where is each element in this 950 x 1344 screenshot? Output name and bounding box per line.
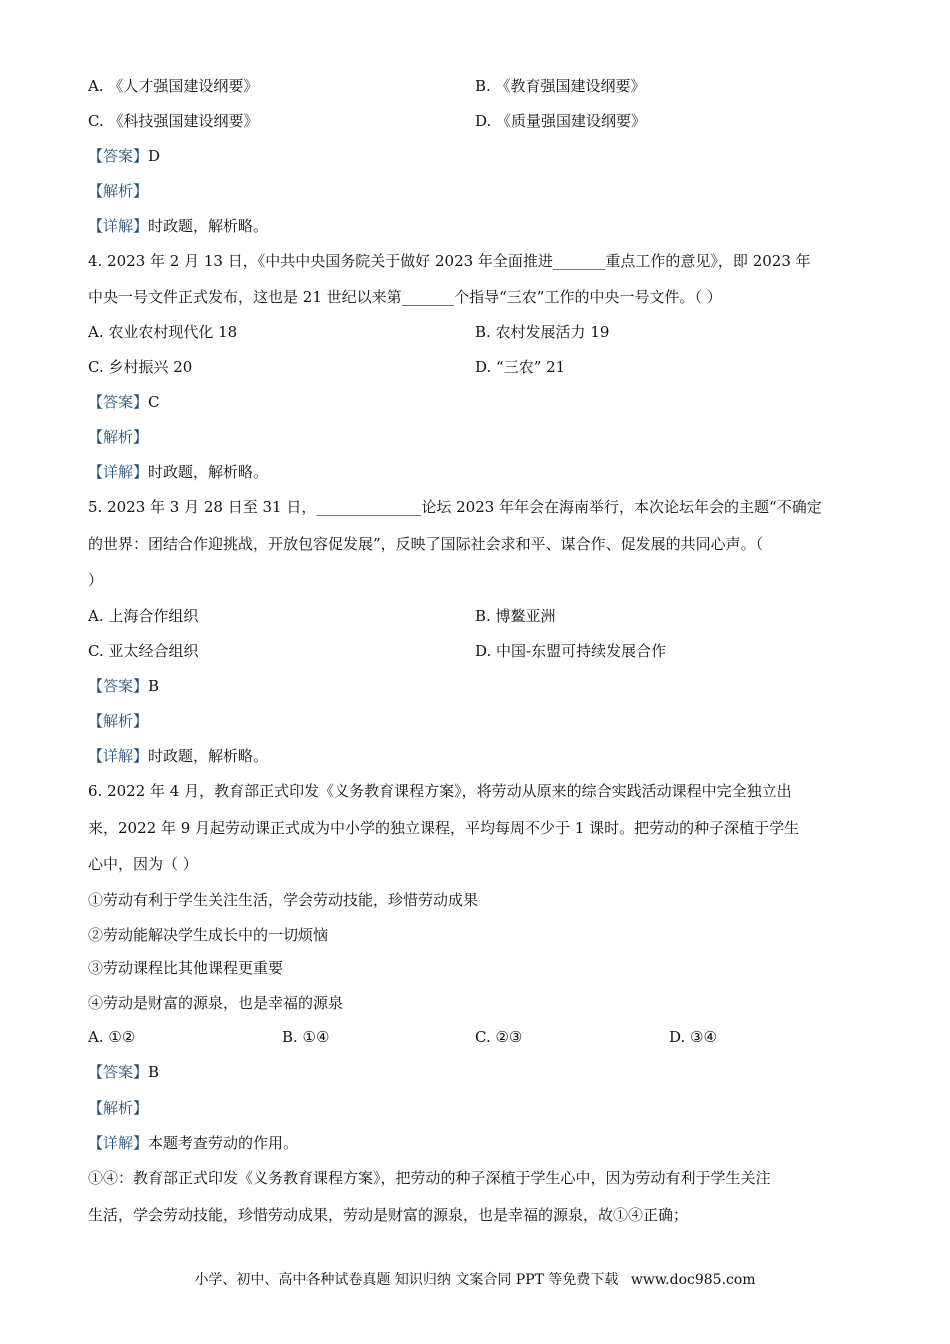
q6-stem-line3: 心中，因为（ ） [88,855,198,873]
q6-stem-line2: 来，2022 年 9 月起劳动课正式成为中小学的独立课程，平均每周不少于 1 课时。把劳动的种子深植于学生 [88,819,800,837]
detail-text: 时政题，解析略。 [148,747,269,765]
q6-option-c: C. ②③ [475,1028,523,1046]
q3-option-b: B. 《教育强国建设纲要》 [475,77,646,95]
q5-answer [88,676,159,696]
q6-option-a: A. ①② [88,1028,136,1046]
q4-option-d: D. “三农” 21 [475,358,566,376]
answer-label: 【答案】 [88,1063,149,1081]
page-footer [0,1270,950,1290]
q6-stem-line1: 6. 2022 年 4 月，教育部正式印发《义务教育课程方案》，将劳动从原来的综合实践活动课程中完全独立出 [88,782,792,800]
q6-statement-3: ③劳动课程比其他课程更重要 [88,959,284,977]
answer-value: D [148,147,161,165]
answer-label: 【答案】 [88,393,149,411]
footer-link[interactable]: www.doc985.com [630,1272,756,1288]
q4-stem-line1: 4. 2023 年 2 月 13 日，《中共中央国务院关于做好 2023 年全面推进_______重点工作的意见》，即 2023 年 [88,252,811,270]
answer-value: B [148,1063,160,1081]
q3-detail [88,216,268,236]
detail-text: 本题考查劳动的作用。 [148,1134,299,1152]
q6-statement-2: ②劳动能解决学生成长中的一切烦恼 [88,926,329,944]
q5-option-d: D. 中国-东盟可持续发展合作 [475,642,667,660]
q6-option-d: D. ③④ [669,1028,717,1046]
answer-value: C [148,393,160,411]
answer-value: B [148,677,160,695]
q6-explanation-line2: 生活，学会劳动技能，珍惜劳动成果，劳动是财富的源泉，也是幸福的源泉，故①④正确； [88,1206,689,1224]
detail-text: 时政题，解析略。 [148,217,269,235]
q5-stem-line2: 的世界：团结合作迎挑战，开放包容促发展”，反映了国际社会求和平、谋合作、促发展的共同心声。（ [88,535,764,553]
q5-stem-line1: 5. 2023 年 3 月 28 日至 31 日，______________论坛 2023 年年会在海南举行，本次论坛年会的主题“不确定 [88,498,822,516]
detail-label: 【详解】 [88,217,149,235]
q4-detail [88,462,268,482]
detail-label: 【详解】 [88,463,149,481]
q4-analysis-label: 【解析】 [88,428,149,446]
q4-stem-line2: 中央一号文件正式发布，这也是 21 世纪以来第_______个指导“三农”工作的中央一号文件。（ ） [88,288,722,306]
q3-analysis-label: 【解析】 [88,182,149,200]
q3-option-d: D. 《质量强国建设纲要》 [475,112,647,130]
q4-option-c: C. 乡村振兴 20 [88,358,193,376]
q4-option-b: B. 农村发展活力 19 [475,323,610,341]
q5-analysis-label: 【解析】 [88,712,149,730]
q3-option-c: C. 《科技强国建设纲要》 [88,112,259,130]
footer-text: 小学、初中、高中各种试卷真题 知识归纳 文案合同 PPT 等免费下载 [194,1272,619,1288]
detail-text: 时政题，解析略。 [148,463,269,481]
q6-option-b: B. ①④ [282,1028,330,1046]
q5-detail [88,746,268,766]
q4-option-a: A. 农业农村现代化 18 [88,323,238,341]
detail-label: 【详解】 [88,1134,149,1152]
q5-option-a: A. 上海合作组织 [88,607,199,625]
q6-statement-4: ④劳动是财富的源泉，也是幸福的源泉 [88,994,344,1012]
q5-option-b: B. 博鳌亚洲 [475,607,556,625]
q3-answer [88,146,160,166]
detail-label: 【详解】 [88,747,149,765]
answer-label: 【答案】 [88,677,149,695]
q5-option-c: C. 亚太经合组织 [88,642,199,660]
q5-stem-line3: ） [88,571,104,589]
q6-answer [88,1062,159,1082]
q3-option-a: A. 《人才强国建设纲要》 [88,77,259,95]
q6-statement-1: ①劳动有利于学生关注生活，学会劳动技能，珍惜劳动成果 [88,891,479,909]
q6-explanation-line1: ①④：教育部正式印发《义务教育课程方案》，把劳动的种子深植于学生心中，因为劳动有利于学生关注 [88,1169,771,1187]
q6-detail [88,1133,298,1153]
q4-answer [88,392,160,412]
q6-analysis-label: 【解析】 [88,1099,149,1117]
answer-label: 【答案】 [88,147,149,165]
